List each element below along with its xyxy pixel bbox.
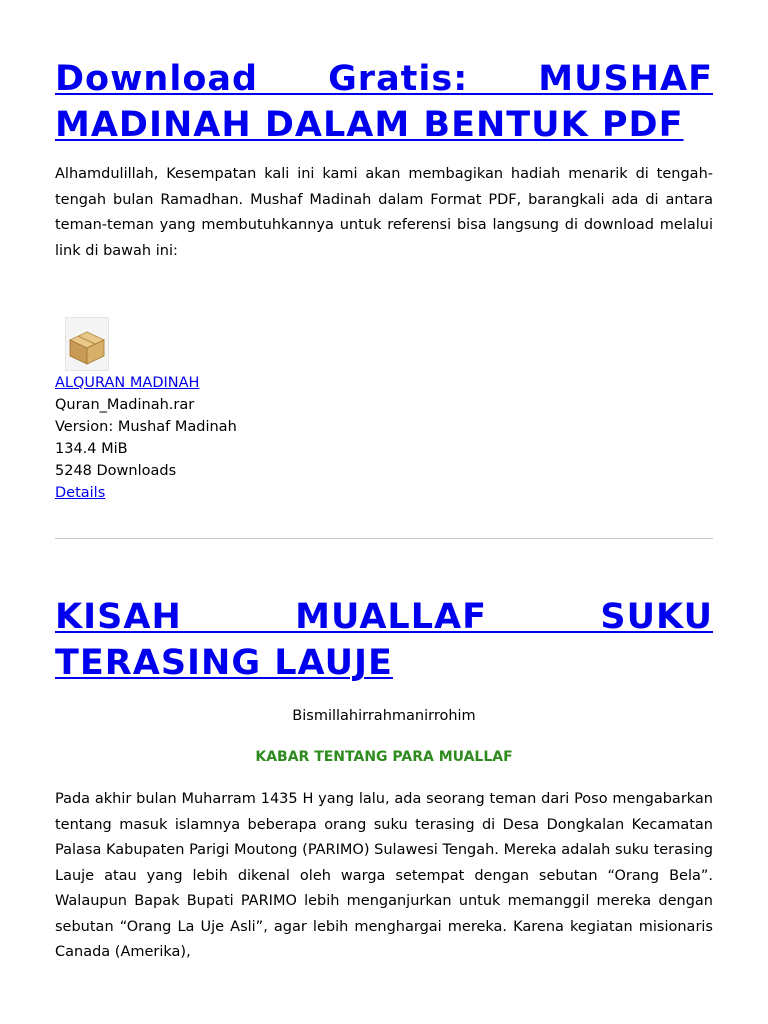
download-version: Version: Mushaf Madinah: [55, 419, 237, 435]
post-title-mushaf: [55, 56, 713, 148]
post-title-link-kisah[interactable]: KISAH MUALLAF SUKU TERASING LAUJE: [55, 597, 713, 683]
download-name-link[interactable]: ALQURAN MADINAH: [55, 375, 200, 391]
post-title-kisah: [55, 594, 713, 686]
post-body-paragraph: Pada akhir bulan Muharram 1435 H yang lalu, ada seorang teman dari Poso mengabarkan tentang masuk islamnya beberapa orang suku terasing di Desa Dongkalan Kecamatan Palasa Kabupaten Parigi Moutong (PARIMO) Sulawesi Tengah. Mereka adalah suku terasing Lauje atau yang lebih dikenal oleh warga setempat dengan sebutan “Orang Bela”. Walaupun Bapak Bupati PARIMO lebih menganjurkan untuk memanggil mereka dengan sebutan “Orang La Uje Asli”, agar lebih menghargai mereka. Karena kegiatan misionaris Canada (Amerika),: [55, 791, 713, 960]
package-box-icon[interactable]: [65, 317, 109, 371]
section-subheading: KABAR TENTANG PARA MUALLAF: [255, 749, 513, 765]
post-title-link-mushaf[interactable]: Download Gratis: MUSHAF MADINAH DALAM BENTUK PDF: [55, 59, 713, 145]
details-link[interactable]: Details: [55, 485, 106, 501]
post-divider: [55, 538, 713, 539]
download-size: 134.4 MiB: [55, 441, 128, 457]
download-count: 5248 Downloads: [55, 463, 177, 479]
bismillah-text: Bismillahirrahmanirrohim: [292, 708, 476, 724]
download-filename: Quran_Madinah.rar: [55, 397, 195, 413]
post-intro-paragraph: Alhamdulillah, Kesempatan kali ini kami akan membagikan hadiah menarik di tengah-tengah bulan Ramadhan. Mushaf Madinah dalam Format PDF, barangkali ada di antara teman-teman yang membutuhkannya untuk referensi bisa langsung di download melalui link di bawah ini:: [55, 166, 713, 259]
download-info: [55, 372, 455, 504]
